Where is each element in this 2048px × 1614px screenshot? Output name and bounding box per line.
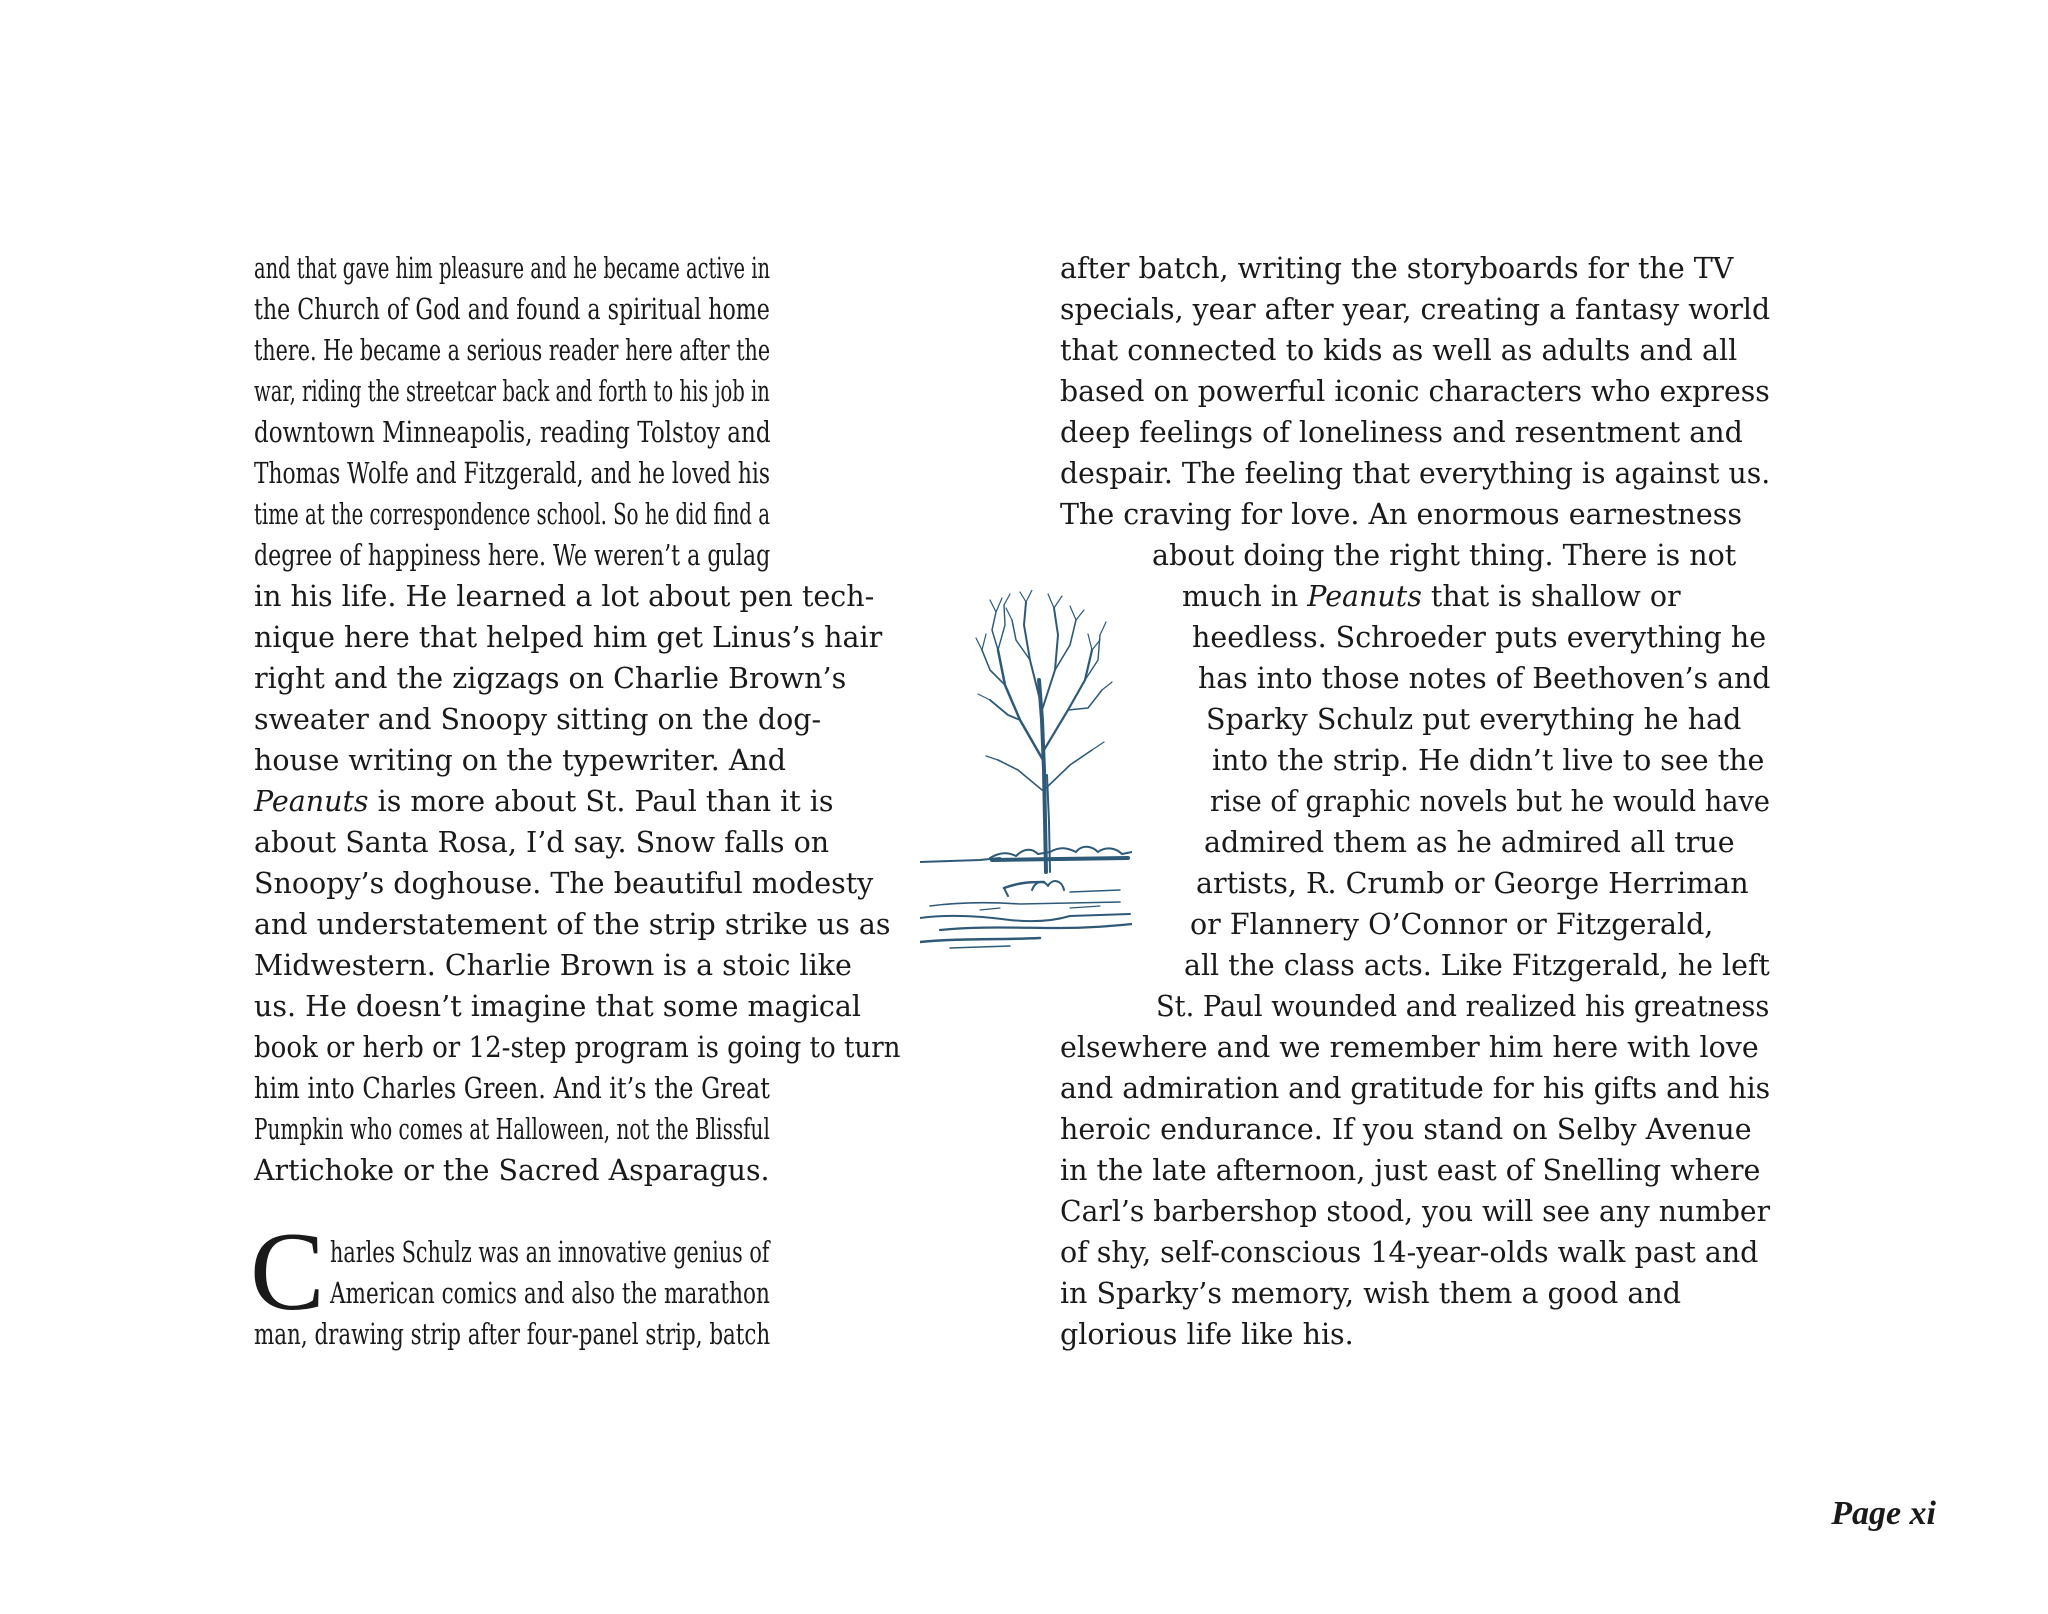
text-line: into the strip. He didn’t live to see the <box>1212 744 1765 777</box>
text-line: Carl’s barbershop stood, you will see any number <box>1060 1195 1771 1228</box>
text-line: us. He doesn’t imagine that some magical <box>254 990 861 1023</box>
text-line: specials, year after year, creating a fantasy world <box>1060 293 1771 326</box>
text-line: man, drawing strip after four-panel strip, batch <box>254 1318 771 1351</box>
text-line: Thomas Wolfe and Fitzgerald, and he loved his <box>254 457 770 490</box>
text-line: Midwestern. Charlie Brown is a stoic like <box>254 949 852 982</box>
text-fragment: is more about St. Paul than it is <box>368 785 834 818</box>
text-line: sweater and Snoopy sitting on the dog- <box>254 703 822 736</box>
page-number: Page xi <box>1831 1495 1936 1532</box>
text-line: The craving for love. An enormous earnestness <box>1060 498 1742 531</box>
text-fragment: much in <box>1182 580 1308 613</box>
text-line: Pumpkin who comes at Halloween, not the Blissful <box>254 1113 770 1146</box>
text-line: in the late afternoon, just east of Snelling where <box>1060 1154 1761 1187</box>
text-line: and admiration and gratitude for his gifts and his <box>1060 1072 1771 1105</box>
text-line: downtown Minneapolis, reading Tolstoy and <box>254 416 771 449</box>
text-line: the Church of God and found a spiritual home <box>254 293 770 326</box>
winter-tree-illustration-icon <box>920 590 1132 950</box>
peanuts-title: Peanuts <box>1307 580 1422 613</box>
text-line: based on powerful iconic characters who express <box>1060 375 1770 408</box>
text-line: Snoopy’s doghouse. The beautiful modesty <box>254 867 874 900</box>
text-line: St. Paul wounded and realized his greatness <box>1156 990 1770 1023</box>
text-line: time at the correspondence school. So he did find a <box>254 498 770 531</box>
text-line: degree of happiness here. We weren’t a gulag <box>254 539 771 572</box>
text-line: there. He became a serious reader here after the <box>254 334 771 367</box>
text-line: right and the zigzags on Charlie Brown’s <box>254 662 847 695</box>
text-line: that connected to kids as well as adults and all <box>1060 334 1738 367</box>
text-line: and understatement of the strip strike us as <box>254 908 891 941</box>
text-line: elsewhere and we remember him here with love <box>1060 1031 1759 1064</box>
text-line: has into those notes of Beethoven’s and <box>1198 662 1771 695</box>
peanuts-title: Peanuts <box>254 785 369 818</box>
text-line: house writing on the typewriter. And <box>254 744 786 777</box>
text-line: Artichoke or the Sacred Asparagus. <box>254 1154 770 1187</box>
drop-cap: C <box>250 1210 325 1334</box>
text-line: American comics and also the marathon <box>330 1277 770 1310</box>
text-line: heroic endurance. If you stand on Selby Avenue <box>1060 1113 1752 1146</box>
text-line: him into Charles Green. And it’s the Great <box>254 1072 770 1105</box>
text-line: nique here that helped him get Linus’s hair <box>254 621 883 654</box>
text-line: artists, R. Crumb or George Herriman <box>1196 867 1749 900</box>
text-line: deep feelings of loneliness and resentment and <box>1060 416 1743 449</box>
text-line <box>1182 576 1681 617</box>
text-line: of shy, self-conscious 14-year-olds walk past and <box>1060 1236 1759 1269</box>
text-line: despair. The feeling that everything is against us. <box>1060 457 1771 490</box>
text-line: glorious life like his. <box>1060 1318 1354 1351</box>
text-line: all the class acts. Like Fitzgerald, he left <box>1184 949 1770 982</box>
text-line <box>254 781 834 822</box>
text-line: in his life. He learned a lot about pen tech- <box>254 580 875 613</box>
text-fragment: that is shallow or <box>1421 580 1681 613</box>
text-line: about Santa Rosa, I’d say. Snow falls on <box>254 826 830 859</box>
text-line: Sparky Schulz put everything he had <box>1206 703 1742 736</box>
text-line: or Flannery O’Connor or Fitzgerald, <box>1190 908 1714 941</box>
text-line: book or herb or 12-step program is going to turn <box>254 1031 901 1064</box>
text-line: harles Schulz was an innovative genius of <box>330 1236 770 1269</box>
text-line: rise of graphic novels but he would have <box>1210 785 1770 818</box>
text-line: and that gave him pleasure and he became active in <box>254 252 771 285</box>
text-line: admired them as he admired all true <box>1204 826 1735 859</box>
text-line: war, riding the streetcar back and forth to his job in <box>254 375 770 408</box>
text-line: in Sparky’s memory, wish them a good and <box>1060 1277 1681 1310</box>
text-line: heedless. Schroeder puts everything he <box>1192 621 1767 654</box>
text-line: about doing the right thing. There is not <box>1152 539 1737 572</box>
text-line: after batch, writing the storyboards for the TV <box>1060 252 1734 285</box>
